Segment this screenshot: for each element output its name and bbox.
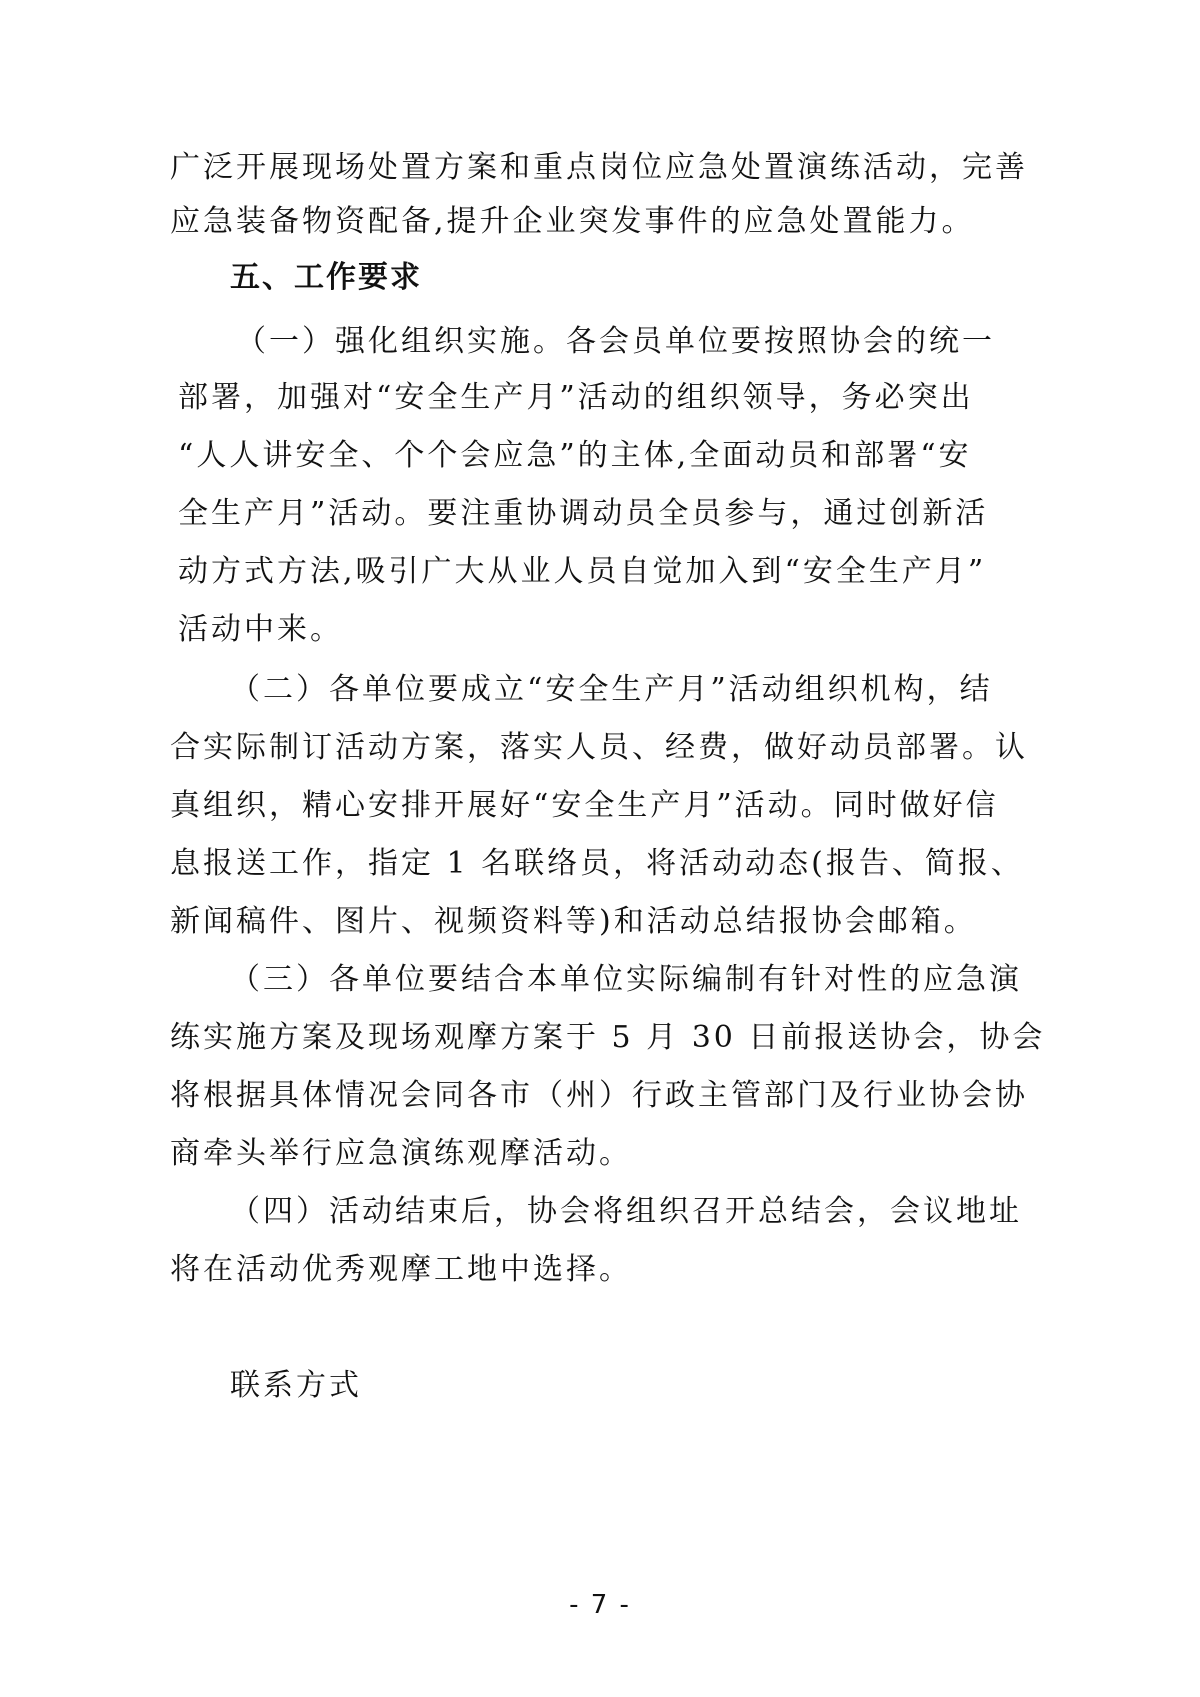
intro-line-2: 应急装备物资配备,提升企业突发事件的应急处置能力。 bbox=[170, 204, 975, 239]
item2-line-4: 息报送工作，指定 1 名联络员，将活动动态(报告、简报、 bbox=[170, 846, 1024, 881]
page-number: - 7 - bbox=[569, 1590, 631, 1620]
item3-line-2: 练实施方案及现场观摩方案于 5 月 30 日前报送协会，协会 bbox=[170, 1020, 1046, 1055]
item3-line-1: （三）各单位要结合本单位实际编制有针对性的应急演 bbox=[230, 962, 1022, 997]
item2-line-3: 真组织，精心安排开展好“安全生产月”活动。同时做好信 bbox=[170, 788, 999, 823]
item1-line-3: “人人讲安全、个个会应急”的主体,全面动员和部署“安 bbox=[178, 438, 972, 473]
item3-line-4: 商牵头举行应急演练观摩活动。 bbox=[170, 1136, 632, 1171]
item3-line-3: 将根据具体情况会同各市（州）行政主管部门及行业协会协 bbox=[170, 1078, 1028, 1113]
intro-line-1: 广泛开展现场处置方案和重点岗位应急处置演练活动，完善 bbox=[170, 150, 1028, 185]
contact-label: 联系方式 bbox=[230, 1368, 362, 1403]
item2-line-1: （二）各单位要成立“安全生产月”活动组织机构，结 bbox=[230, 672, 993, 707]
item4-line-2: 将在活动优秀观摩工地中选择。 bbox=[170, 1252, 632, 1287]
item1-line-2: 部署，加强对“安全生产月”活动的组织领导，务必突出 bbox=[178, 380, 974, 415]
item2-line-2: 合实际制订活动方案，落实人员、经费，做好动员部署。认 bbox=[170, 730, 1028, 765]
item1-line-6: 活动中来。 bbox=[178, 612, 343, 647]
section-heading: 五、工作要求 bbox=[230, 260, 422, 295]
item1-line-1: （一）强化组织实施。各会员单位要按照协会的统一 bbox=[236, 324, 995, 359]
item4-line-1: （四）活动结束后，协会将组织召开总结会，会议地址 bbox=[230, 1194, 1022, 1229]
item1-line-4: 全生产月”活动。要注重协调动员全员参与，通过创新活 bbox=[178, 496, 989, 531]
item2-line-5: 新闻稿件、图片、视频资料等)和活动总结报协会邮箱。 bbox=[170, 904, 977, 939]
item1-line-5: 动方式方法,吸引广大从业人员自觉加入到“安全生产月” bbox=[178, 554, 987, 589]
